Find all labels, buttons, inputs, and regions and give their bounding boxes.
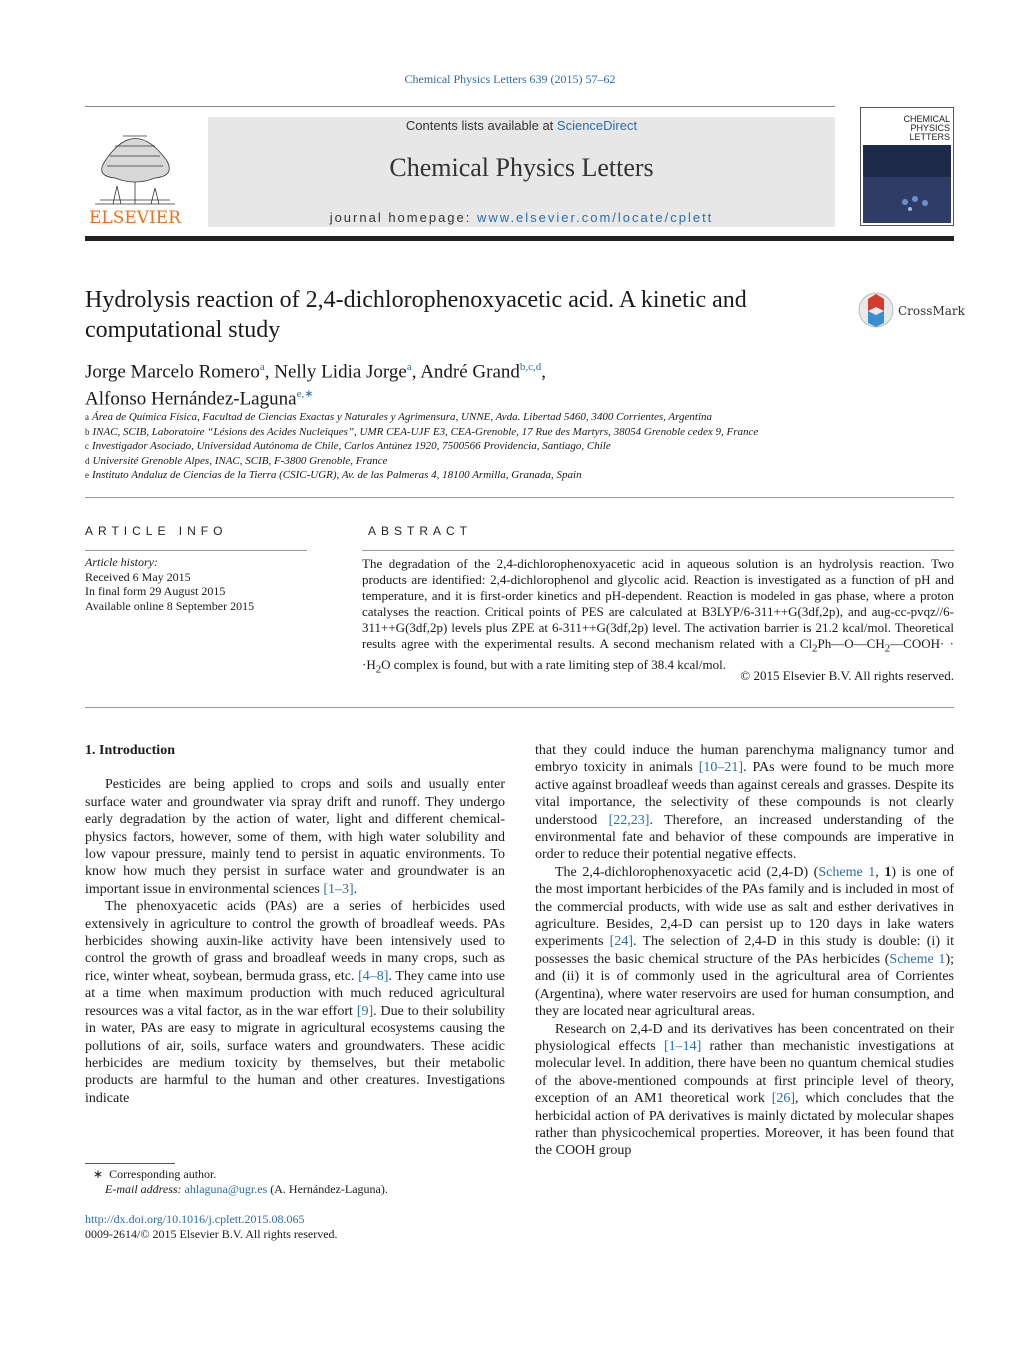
- doi-link[interactable]: http://dx.doi.org/10.1016/j.cplett.2015.08.065: [85, 1212, 305, 1226]
- author-list: [85, 356, 845, 411]
- author-name[interactable]: Jorge Marcelo Romero: [85, 361, 260, 383]
- subscript: 2: [375, 663, 382, 676]
- reference-link[interactable]: [9]: [356, 1003, 374, 1019]
- body-column-right: [535, 742, 954, 1160]
- affiliation-text: Instituto Andaluz de Ciencias de la Tierra (CSIC-UGR), Av. de las Palmeras 4, 18100 Armilla, Granada, Spain: [92, 469, 582, 481]
- abstract-copyright: © 2015 Elsevier B.V. All rights reserved.: [740, 668, 954, 683]
- paragraph: [85, 898, 505, 1107]
- homepage-prefix: journal homepage:: [329, 210, 477, 225]
- footnote-line: [85, 1167, 505, 1182]
- header-divider: [85, 106, 835, 107]
- affiliation-text: Université Grenoble Alpes, INAC, SCIB, F-3800 Grenoble, France: [92, 454, 388, 467]
- email-link[interactable]: ahlaguna@ugr.es: [184, 1182, 268, 1196]
- footnote-star: ∗: [93, 1167, 104, 1181]
- crossmark-badge[interactable]: [858, 291, 965, 331]
- author-sup[interactable]: a: [406, 361, 412, 373]
- footnote-rule: [85, 1163, 175, 1164]
- author-sup[interactable]: e,∗: [296, 388, 314, 401]
- abstract-heading: ABSTRACT: [368, 524, 473, 538]
- author-sup[interactable]: a: [259, 361, 265, 373]
- online-date: Available online 8 September 2015: [85, 598, 255, 613]
- email-owner: (A. Hernández-Laguna).: [267, 1182, 388, 1196]
- paragraph-text: that they could induce the human parenchyma malignancy tumor and embryo toxicity in animals: [535, 743, 954, 776]
- compound-number: 1: [884, 864, 892, 880]
- received-date: Received 6 May 2015: [85, 569, 191, 584]
- paragraph-text: . The selection of 2,4-D in this study is double: (i) it possesses the basic chemical structure of the PAs herbicides (: [535, 934, 954, 967]
- affiliation-item: [85, 410, 954, 425]
- footnote-text: Corresponding author.: [109, 1167, 217, 1181]
- journal-cover-image[interactable]: [860, 107, 954, 226]
- title-line-1: Hydrolysis reaction of 2,4-dichlorophenoxyacetic acid. A kinetic and: [85, 287, 747, 313]
- crossmark-label: CrossMark: [898, 304, 965, 318]
- footnote-line: [85, 1182, 505, 1197]
- paragraph-text: The phenoxyacetic acids (PAs) are a series of herbicides used extensively in agriculture to control the growth of broadleaf weeds. PAs herbicides showing auxin-like activity have been intensively used to control the growth of grass and broadleaf weeds in many crops, such as rice, winter wheat, soybean, bermuda grass, etc.: [85, 899, 505, 984]
- contents-available: [208, 118, 835, 133]
- journal-name: Chemical Physics Letters: [389, 153, 654, 182]
- affiliation-divider: [85, 497, 954, 498]
- journal-citation[interactable]: Chemical Physics Letters 639 (2015) 57–62: [404, 72, 616, 86]
- issn-copyright: 0009-2614/© 2015 Elsevier B.V. All rights reserved.: [85, 1227, 338, 1241]
- reference-link[interactable]: [26]: [771, 1091, 796, 1107]
- contents-prefix: Contents lists available at: [405, 118, 557, 133]
- paragraph: [535, 864, 954, 1021]
- paragraph-text: . Due to their solubility in water, PAs are easy to migrate in agricultural ecosystems causing the pollutions of air, soils, surface waters and groundwaters. These acidic herbicides are medium toxicity by themselves, but their metabolic products are harmful to the human and other creatures. Investigations indicate: [85, 1003, 506, 1106]
- cover-title-line2: PHYSICS: [910, 123, 950, 133]
- revised-date: In final form 29 August 2015: [85, 584, 226, 598]
- paragraph-text: ) is one of the most important herbicides of the PAs family and is included in most of the commercial products, with wide use as salt and esther derivatives in agriculture. Besides, 2,4-D can persist up to 120 days in lake waters experiments: [535, 864, 954, 950]
- abstract-text: [362, 556, 954, 677]
- paragraph-text: . PAs were found to be much more active against broadleaf weeds than against cereals and grasses. Despite its vital importance, the selectivity of these compounds is not clearly understood: [535, 760, 954, 828]
- author-name[interactable]: André Grand: [420, 361, 520, 383]
- paragraph-text: ,: [875, 864, 885, 880]
- author-separator: ,: [411, 361, 421, 383]
- elsevier-logo[interactable]: [85, 116, 185, 228]
- paragraph: [85, 776, 505, 898]
- article-info-heading: ARTICLE INFO: [85, 524, 228, 538]
- affiliation-item: [85, 425, 954, 440]
- author-name[interactable]: Nelly Lidia Jorge: [274, 361, 407, 383]
- affiliation-label: b: [85, 426, 90, 437]
- abstract-rule: [362, 550, 954, 551]
- journal-cover-icon: [860, 107, 954, 226]
- article-title: [85, 285, 835, 345]
- abstract-body-end: O complex is found, but with a rate limiting step of 38.4 kcal/mol.: [381, 656, 726, 672]
- reference-link[interactable]: [24]: [609, 934, 633, 950]
- affiliation-item: [85, 454, 954, 469]
- abstract-formula: —COOH· · ·H: [362, 636, 955, 672]
- reference-link[interactable]: [10–21]: [698, 760, 744, 776]
- reference-link[interactable]: [1–3]: [323, 881, 354, 897]
- affiliation-text: Área de Química Física, Facultad de Ciencias Exactas y Naturales y Agrimensura, UNNE, Avda. Libertad 5460, 3400 Corrientes, Argentina: [92, 411, 713, 423]
- affiliation-item: [85, 468, 954, 483]
- elsevier-tree-icon: [85, 116, 185, 228]
- corresponding-author-footnote: [85, 1167, 505, 1197]
- affiliation-label: e: [85, 470, 89, 480]
- subscript: 2: [812, 642, 818, 655]
- email-label: E-mail address:: [105, 1182, 185, 1196]
- paragraph-text: rather than mechanistic investigations at molecular level. In addition, there have been no quantum chemical studies of the above-mentioned compounds at first principle level of theory, exception of an AM1 theoretical work: [535, 1038, 954, 1107]
- author-separator: ,: [264, 361, 275, 383]
- paragraph-text: ); and (ii) it is of commonly used in the agricultural area of Corrientes (Argentina), where water reservoirs are used for human consumption, and they are located near agricultural areas.: [535, 951, 954, 1020]
- affiliation-text: Investigador Asociado, Universidad Autónoma de Chile, Carlos Antúnez 1920, 7500566 Providencia, Santiago, Chile: [92, 440, 611, 452]
- doi-block: [85, 1212, 505, 1242]
- affiliation-label: a: [85, 412, 89, 422]
- paragraph-text: Research on 2,4-D and its derivatives has been concentrated on their physiological effects: [535, 1021, 954, 1054]
- paragraph-text: , which concludes that the herbicidal action of PA derivatives is mainly dictated by molecular shapes rather than physicochemical properties. Moreover, it has been found that the COOH group: [535, 1091, 954, 1159]
- journal-homepage: [208, 210, 835, 225]
- cover-title-line1: CHEMICAL: [903, 114, 950, 124]
- article-info-rule: [85, 550, 307, 551]
- scheme-link[interactable]: Scheme 1: [818, 864, 876, 880]
- body-divider: [85, 707, 954, 708]
- affiliation-item: [85, 439, 954, 454]
- abstract-formula: Ph—O—CH: [817, 636, 885, 651]
- sciencedirect-link[interactable]: ScienceDirect: [556, 118, 638, 133]
- reference-link[interactable]: [4–8]: [358, 968, 389, 984]
- affiliation-text: INAC, SCIB, Laboratoire “Lésions des Acides Nucleiques”, UMR CEA-UJF E3, CEA-Grenoble, 17 Rue des Martyrs, 38054 Grenoble cedex 9, France: [92, 425, 759, 438]
- affiliation-label: d: [85, 455, 90, 466]
- paragraph-text: .: [353, 881, 358, 897]
- homepage-link[interactable]: www.elsevier.com/locate/cplett: [477, 210, 714, 225]
- paragraph: [535, 1021, 954, 1160]
- header-thick-rule: [85, 236, 954, 241]
- paragraph: [535, 742, 954, 864]
- crossmark-icon: [858, 291, 965, 331]
- author-separator: ,: [541, 361, 547, 383]
- reference-link[interactable]: [22,23]: [608, 812, 650, 828]
- affiliations: [85, 410, 954, 483]
- paragraph-text: The 2,4-dichlorophenoxyacetic acid (2,4-D) (: [555, 864, 819, 880]
- cover-title-line3: LETTERS: [909, 132, 950, 142]
- subscript: 2: [884, 642, 891, 655]
- author-sup[interactable]: b,c,d: [519, 361, 542, 373]
- history-label: Article history:: [85, 555, 158, 569]
- abstract-body: The degradation of the 2,4-dichlorophenoxyacetic acid in aqueous solution is an hydrolysis reaction. Two products are identified: 2,4-dichlorophenol and glycolic acid. Reaction is investigated as a function of pH and temperature, and it is first-order kinetics and pH-dependent. Reaction is modeled in gas phase, where a proton catalyses the reaction. Critical points of PES are calculated at B3LYP/6-311++G(3df,2p), and aug-cc-pvqz//6-311++G(3df,2p) levels plus ZPE at 6-311++G(3df,2p) level. The activation barrier is 21.2 kcal/mol. Theoretical results agree with the experimental results. A second mechanism related with a Cl: [362, 556, 954, 651]
- author-name[interactable]: Alfonso Hernández-Laguna: [85, 388, 297, 410]
- title-line-2: computational study: [85, 317, 281, 343]
- affiliation-label: c: [85, 441, 89, 451]
- paragraph-text: . They came into use at a time when maximum production with much reduced agricultural resources was a vital factor, as in the war effort: [85, 968, 505, 1019]
- paragraph-text: . Therefore, an increased understanding of the environmental fate and behavior of these compounds are imperative in order to reduce their potential negative effects.: [535, 812, 954, 863]
- publisher-wordmark: ELSEVIER: [89, 208, 181, 228]
- reference-link[interactable]: [1–14]: [663, 1038, 702, 1054]
- scheme-link[interactable]: Scheme 1: [889, 951, 946, 967]
- body-column-left: [85, 742, 505, 1107]
- article-history: [85, 555, 315, 613]
- paragraph-text: Pesticides are being applied to crops and soils and usually enter surface water and groundwater via spray drift and runoff. They undergo early degradation by the action of water, light and different chemical-physics factors, however, some of them, with high water solubility and low vapour pressure, mainly tend to persist in aquatic environments. To know how much they persist in surface water and groundwater is an important issue in environmental sciences: [85, 777, 505, 897]
- section-heading-introduction: 1. Introduction: [85, 743, 175, 758]
